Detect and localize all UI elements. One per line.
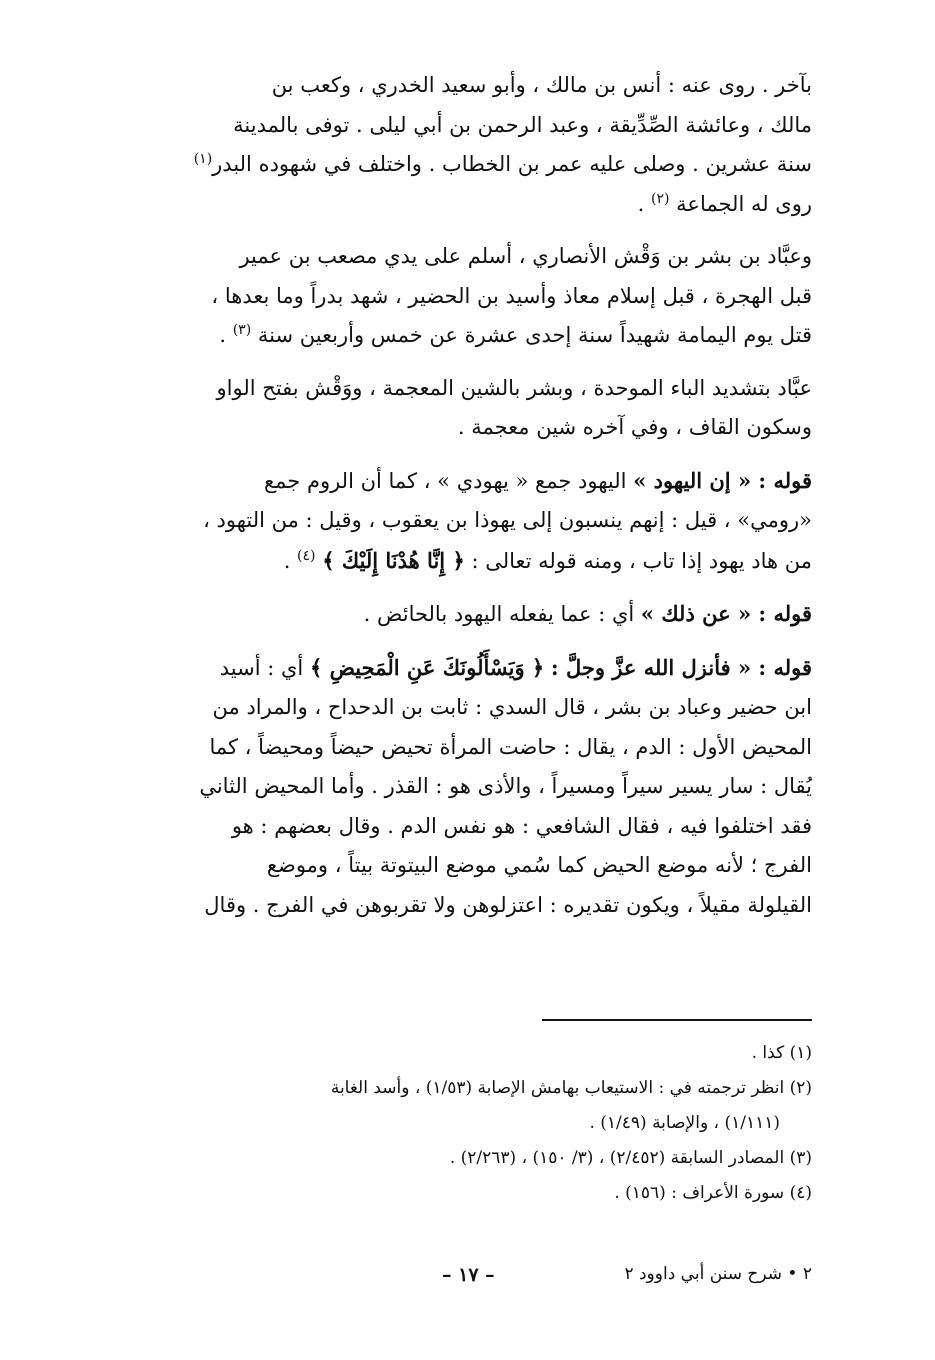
paragraph-1 bbox=[132, 66, 812, 224]
book-source: ٢ • شرح سنن أبي داوود ٢ bbox=[624, 1264, 812, 1284]
text-fragment: سنة عشرين . وصلى عليه عمر بن الخطاب . واختلف في شهوده البدر bbox=[212, 152, 812, 176]
text-line bbox=[132, 594, 812, 635]
text-line bbox=[132, 145, 812, 185]
footnote-ref[interactable]: (١) bbox=[193, 151, 213, 167]
paragraph-6 bbox=[132, 648, 812, 926]
footnote-3: (٣) المصادر السابقة (٢/٤٥٢) ، (٣/ ١٥٠) ، (٢/٢٦٣) . bbox=[449, 1148, 812, 1168]
text-fragment: اليهود جمع « يهودي » ، كما أن الروم جمع bbox=[263, 468, 627, 493]
page-number: – ١٧ – bbox=[442, 1264, 495, 1286]
commentary-heading: قوله : « فأنزل الله عزَّ وجلَّ : bbox=[550, 654, 812, 680]
paragraph-5 bbox=[132, 594, 812, 635]
text-line: يُقال : سار يسير سيراً ومسيراً ، والأذى هو : القذر . وأما المحيض الثاني bbox=[199, 774, 812, 798]
text-line: روى له الجماعة $^{(٢)}$ . bbox=[637, 190, 812, 216]
text-line: ابن حضير وعباد بن بشر ، قال السدي : ثابت بن الدحداح ، والمراد من bbox=[212, 695, 812, 719]
footnote-4: (٤) سورة الأعراف : (١٥٦) . bbox=[614, 1183, 812, 1203]
footnotes bbox=[132, 1036, 812, 1211]
footnote-1: (١) كذا . bbox=[751, 1043, 812, 1063]
footnote-ref[interactable]: (٤) bbox=[297, 547, 316, 564]
text-line: المحيض الأول : الدم ، يقال : حاضت المرأة تحيض حيضاً ومحيضاً ، كما bbox=[209, 734, 812, 759]
text-line: الفرج ؛ لأنه موضع الحيض كما سُمي موضع البيتوتة بيتاً ، وموضع bbox=[266, 853, 812, 877]
paragraph-3 bbox=[132, 369, 812, 448]
footnote-ref[interactable]: (٢) bbox=[651, 190, 670, 207]
footnote-2-continuation: (١/١١١) ، والإصابة (١/٤٩) . bbox=[589, 1113, 780, 1133]
paragraph-2 bbox=[132, 237, 812, 356]
text-line bbox=[132, 648, 812, 689]
text-line: وسكون القاف ، وفي آخره شين معجمة . bbox=[457, 415, 812, 439]
text-fragment: أي : أسيد bbox=[219, 655, 304, 680]
text-fragment: قتل يوم اليمامة شهيداً سنة إحدى عشرة عن خمس وأربعين سنة bbox=[257, 323, 812, 347]
text-line: وعبَّاد بن بشر بن وَقْش الأنصاري ، أسلم على يدي مصعب بن عمير bbox=[239, 244, 812, 268]
text-fragment: روى له الجماعة bbox=[676, 191, 812, 216]
footnote-ref[interactable]: (٣) bbox=[232, 322, 252, 338]
page-footer bbox=[132, 1264, 812, 1292]
text-line bbox=[132, 461, 812, 502]
text-line: «رومي» ، قيل : إنهم ينسبون إلى يهوذا بن يعقوب ، وقيل : من التهود ، bbox=[203, 508, 812, 532]
text-line: عبَّاد بتشديد الباء الموحدة ، وبشر بالشين المعجمة ، ووَقْش بفتح الواو bbox=[216, 375, 812, 400]
text-line: القيلولة مقيلاً ، ويكون تقديره : اعتزلوهن ولا تقربوهن في الفرج . وقال bbox=[204, 892, 812, 917]
text-line: مالك ، وعائشة الصِّدِّيقة ، وعبد الرحمن بن أبي ليلى . توفى بالمدينة bbox=[233, 112, 812, 137]
paragraph-4 bbox=[132, 461, 812, 582]
commentary-heading: قوله : « إن اليهود » bbox=[633, 467, 812, 493]
page-body bbox=[132, 66, 812, 925]
quran-verse: ﴿ إِنَّا هُدْنَا إِلَيْكَ ﴾ bbox=[322, 547, 465, 573]
text-line: فقد اختلفوا فيه ، فقال الشافعي : هو نفس الدم . وقال بعضهم : هو bbox=[231, 813, 812, 838]
commentary-heading: قوله : « عن ذلك » bbox=[640, 601, 812, 626]
text-line: قبل الهجرة ، قبل إسلام معاذ وأسيد بن الحضير ، شهد بدراً وما بعدها ، bbox=[211, 283, 812, 308]
quran-verse: ﴿ وَيَسْأَلُونَكَ عَنِ الْمَحِيضِ ﴾ bbox=[309, 654, 545, 680]
text-line: قتل يوم اليمامة شهيداً سنة إحدى عشرة عن خمس وأربعين سنة $^{(٣)}$ . bbox=[219, 322, 812, 347]
footnote-divider bbox=[542, 1019, 812, 1021]
text-fragment: أي : عما يفعله اليهود بالحائض . bbox=[363, 602, 635, 626]
text-fragment: من هاد يهود إذا تاب ، ومنه قوله تعالى : bbox=[471, 548, 812, 573]
text-line: بآخر . روى عنه : أنس بن مالك ، وأبو سعيد الخدري ، وكعب بن bbox=[271, 73, 812, 97]
text-line: من هاد يهود إذا تاب ، ومنه قوله تعالى : ﴿ إِنَّا هُدْنَا إِلَيْكَ ﴾ $^{(٤)}$ . bbox=[283, 547, 812, 573]
footnote-2: (٢) انظر ترجمته في : الاستيعاب بهامش الإصابة (١/٥٣) ، وأسد الغابة bbox=[330, 1078, 812, 1098]
